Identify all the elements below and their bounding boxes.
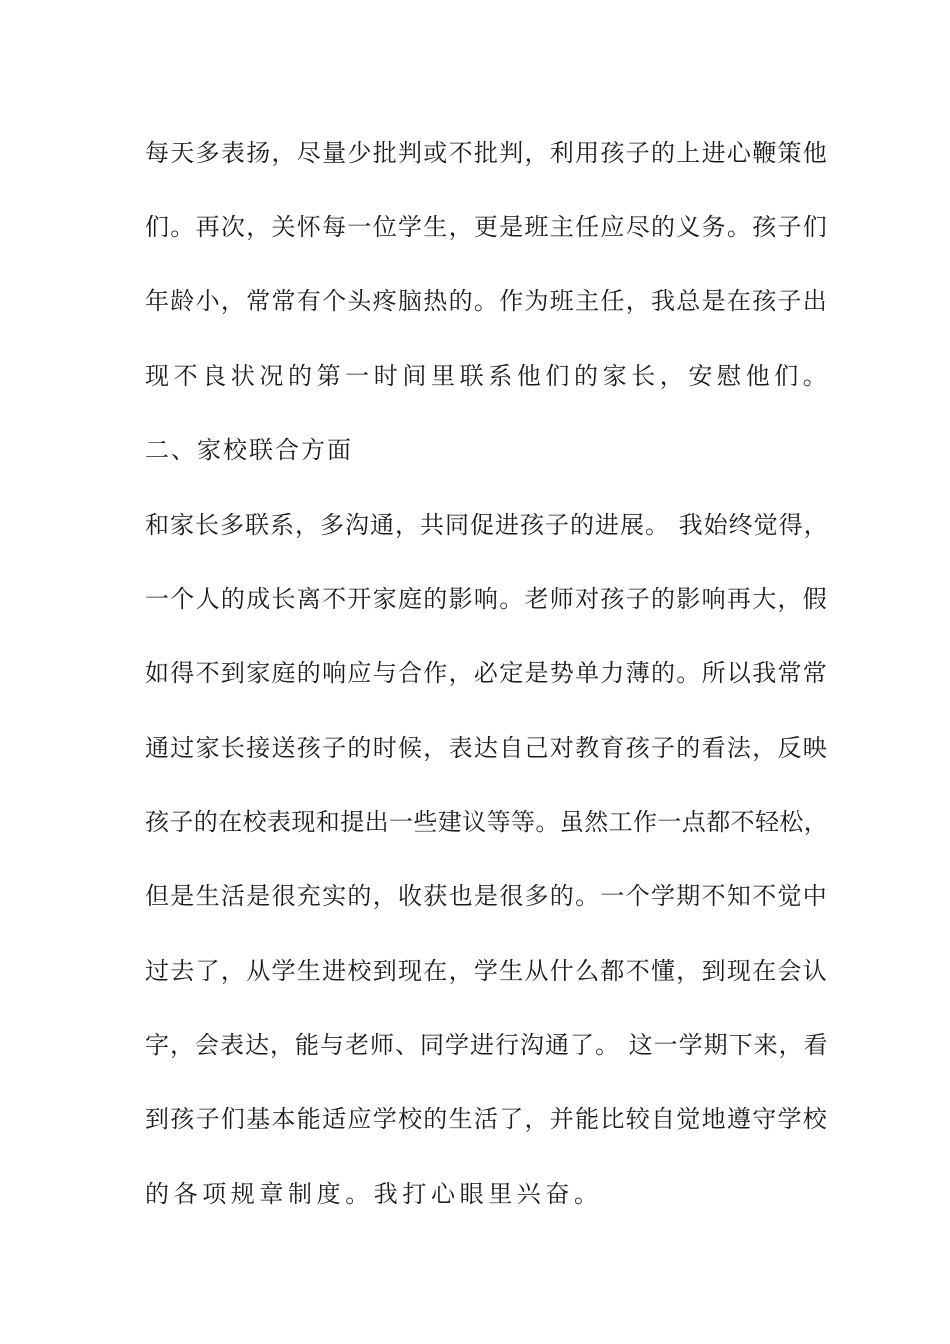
- paragraph-line: 每天多表扬，尽量少批判或不批判，利用孩子的上进心鞭策他: [145, 139, 829, 167]
- paragraph-line: 现不良状况的第一时间里联系他们的家长，安慰他们。: [145, 362, 832, 390]
- paragraph-line: 通过家长接送孩子的时候，表达自己对教育孩子的看法，反映: [145, 734, 829, 762]
- paragraph-line: 的各项规章制度。我打心眼里兴奋。: [145, 1180, 603, 1208]
- paragraph-line: 孩子的在校表现和提出一些建议等等。虽然工作一点都不轻松，: [145, 808, 829, 836]
- paragraph-line: 如得不到家庭的响应与合作，必定是势单力薄的。所以我常常: [145, 659, 829, 687]
- paragraph-line: 年龄小，常常有个头疼脑热的。作为班主任，我总是在孩子出: [145, 287, 829, 315]
- paragraph-line: 和家长多联系，多沟通，共同促进孩子的进展。 我始终觉得，: [145, 511, 829, 539]
- section-heading: 二、家校联合方面: [145, 436, 353, 464]
- paragraph-line: 一个人的成长离不开家庭的影响。老师对孩子的影响再大，假: [145, 585, 829, 613]
- paragraph-line: 过去了，从学生进校到现在，学生从什么都不懂，到现在会认: [145, 957, 829, 985]
- paragraph-line: 们。再次，关怀每一位学生，更是班主任应尽的义务。孩子们: [145, 213, 829, 241]
- paragraph-line: 到孩子们基本能适应学校的生活了，并能比较自觉地遵守学校: [145, 1105, 829, 1133]
- paragraph-line: 字，会表达，能与老师、同学进行沟通了。 这一学期下来，看: [145, 1031, 829, 1059]
- paragraph-line: 但是生活是很充实的，收获也是很多的。一个学期不知不觉中: [145, 882, 829, 910]
